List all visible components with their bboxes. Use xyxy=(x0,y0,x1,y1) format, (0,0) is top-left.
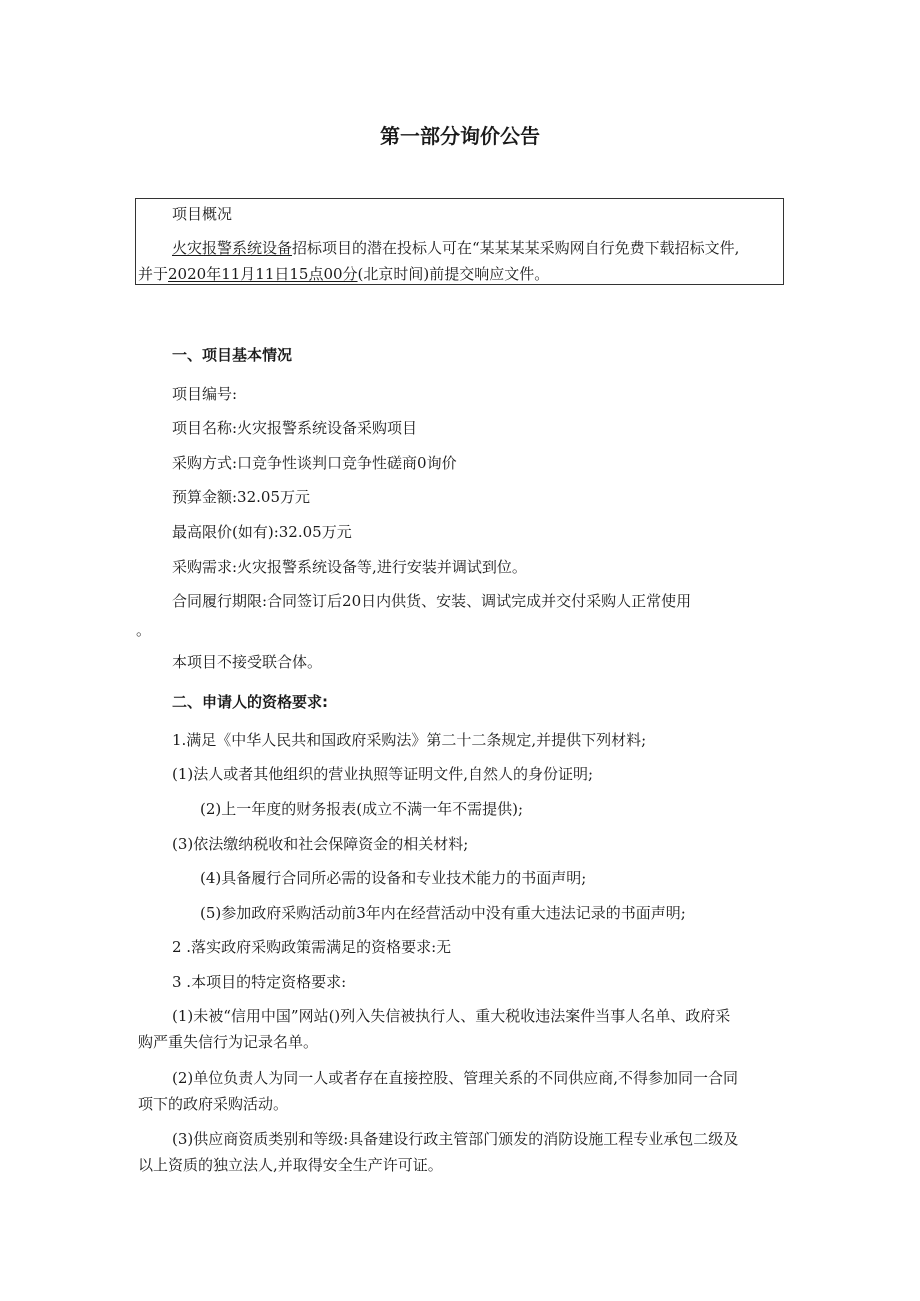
project-name-link: 火灾报警系统设备 xyxy=(172,239,293,257)
overview-line-2 xyxy=(138,264,549,284)
procurement-requirement: 采购需求:火灾报警系统设备等,进行安装并调试到位。 xyxy=(172,558,527,576)
qualification-item-3-1-line-1: (1)未被“信用中国”网站()列入失信被执行人、重大税收违法案件当事人名单、政府采 xyxy=(172,1007,731,1025)
overview-line-2-prefix: 并于 xyxy=(138,265,169,283)
qualification-item-2: 2 .落实政府采购政策需满足的资格要求:无 xyxy=(172,938,452,956)
qualification-item-1-4: (4)具备履行合同所必需的设备和专业技术能力的书面声明; xyxy=(200,869,587,887)
contract-period-end: 。 xyxy=(136,621,152,639)
qualification-item-1-3: (3)依法缴纳税收和社会保障资金的相关材料; xyxy=(172,835,469,853)
contract-period: 合同履行期限:合同签订后20日内供货、安装、调试完成并交付采购人正常使用 xyxy=(172,592,692,610)
overview-line-1-text: 招标项目的潜在投标人可在“某某某某采购网自行免费下载招标文件, xyxy=(292,239,740,257)
qualification-item-3-2-line-1: (2)单位负责人为同一人或者存在直接控股、管理关系的不同供应商,不得参加同一合同 xyxy=(172,1069,739,1087)
project-number: 项目编号: xyxy=(172,385,238,403)
qualification-item-3-3-line-1: (3)供应商资质类别和等级:具备建设行政主管部门颁发的消防设施工程专业承包二级及 xyxy=(172,1130,739,1148)
overview-line-1 xyxy=(172,238,739,258)
qualification-item-1-5: (5)参加政府采购活动前3年内在经营活动中没有重大违法记录的书面声明; xyxy=(200,904,686,922)
procurement-method: 采购方式:口竞争性谈判口竞争性磋商0询价 xyxy=(172,454,457,472)
qualification-item-3-1-line-2: 购严重失信行为记录名单。 xyxy=(138,1033,319,1051)
qualification-item-3-2-line-2: 项下的政府采购活动。 xyxy=(138,1095,289,1113)
page-title: 第一部分询价公告 xyxy=(380,124,540,148)
qualification-item-1-1: (1)法人或者其他组织的营业执照等证明文件,自然人的身份证明; xyxy=(172,765,594,783)
qualification-item-3-3-line-2: 以上资质的独立法人,并取得安全生产许可证。 xyxy=(138,1156,443,1174)
deadline: 2020年11月11日15点00分 xyxy=(168,265,358,283)
section2-heading: 二、申请人的资格要求: xyxy=(172,693,328,711)
no-consortium: 本项目不接受联合体。 xyxy=(172,653,323,671)
qualification-item-3: 3 .本项目的特定资格要求: xyxy=(172,973,347,991)
overview-heading: 项目概况 xyxy=(172,205,233,223)
qualification-item-1: 1.满足《中华人民共和国政府采购法》第二十二条规定,并提供下列材料; xyxy=(172,731,647,749)
max-price: 最高限价(如有):32.05万元 xyxy=(172,523,352,541)
overview-line-2-text: (北京时间)前提交响应文件。 xyxy=(357,265,550,283)
qualification-item-1-2: (2)上一年度的财务报表(成立不满一年不需提供); xyxy=(200,800,524,818)
budget: 预算金额:32.05万元 xyxy=(172,488,310,506)
project-name: 项目名称:火灾报警系统设备采购项目 xyxy=(172,419,418,437)
section1-heading: 一、项目基本情况 xyxy=(172,346,293,364)
